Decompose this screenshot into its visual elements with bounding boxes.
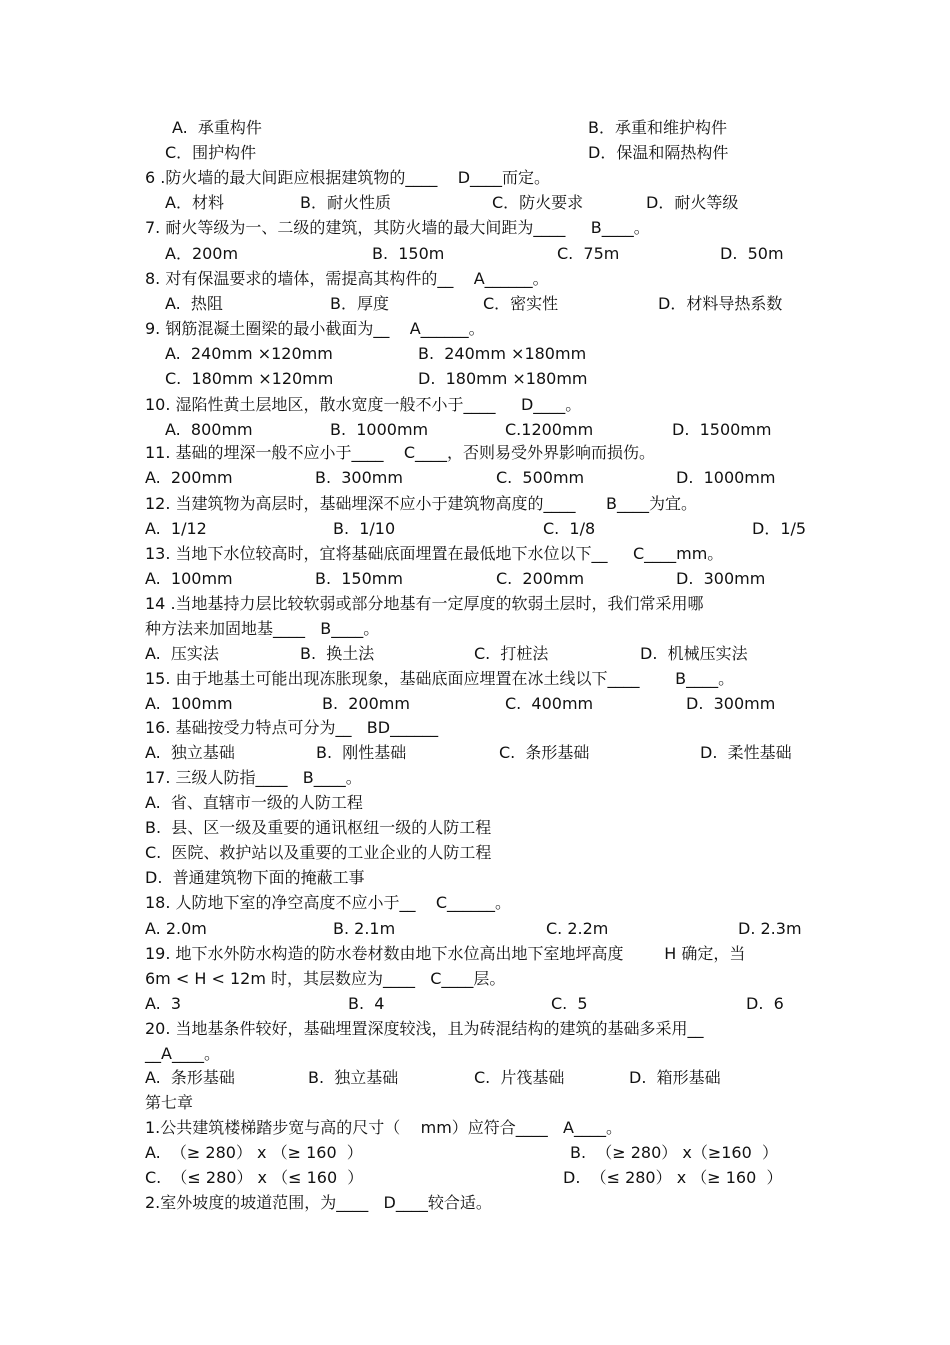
- answer-option: B．承重和维护构件: [588, 118, 727, 137]
- answer-option: C. 500mm: [496, 468, 585, 487]
- text-line: 16. 基础按受力特点可分为__ BD______: [145, 718, 439, 737]
- answer-option: B. 200mm: [322, 694, 410, 713]
- answer-option: D．1/5: [752, 519, 807, 538]
- answer-option: A. 800mm: [165, 420, 253, 439]
- text-line: 6m < H < 12m 时，其层数应为____ C____层。: [145, 969, 506, 988]
- answer-option: B. 独立基础: [308, 1068, 399, 1087]
- answer-option: B. 刚性基础: [316, 743, 407, 762]
- answer-option: D. 1000mm: [676, 468, 776, 487]
- text-line: 13. 当地下水位较高时，宜将基础底面埋置在最低地下水位以下__ C____mm。: [145, 544, 724, 563]
- answer-option: C. 180mm ×120mm: [165, 369, 334, 388]
- answer-option: C．围护构件: [165, 143, 257, 162]
- answer-option: D. 180mm ×180mm: [418, 369, 588, 388]
- answer-option: B．耐火性质: [300, 193, 391, 212]
- answer-option: A．材料: [165, 193, 224, 212]
- answer-option: D. 2.3m: [738, 919, 802, 938]
- answer-option: D. 300mm: [676, 569, 766, 588]
- text-line: 6 .防火墙的最大间距应根据建筑物的____ D____而定。: [145, 168, 551, 187]
- text-line: 19. 地下水外防水构造的防水卷材数由地下水位高出地下室地坪高度 H 确定，当: [145, 944, 746, 963]
- text-line: 种方法来加固地基____ B____。: [145, 619, 380, 638]
- text-line: 7. 耐火等级为一、二级的建筑，其防火墙的最大间距为____ B____。: [145, 218, 650, 237]
- answer-option: D. 300mm: [686, 694, 776, 713]
- answer-option: C．防火要求: [492, 193, 584, 212]
- text-line: 9. 钢筋混凝土圈梁的最小截面为__ A______。: [145, 319, 485, 338]
- answer-option: A. 压实法: [145, 644, 219, 663]
- answer-option: A. 条形基础: [145, 1068, 235, 1087]
- answer-option: C. 1/8: [543, 519, 596, 538]
- answer-option: C. 200mm: [496, 569, 585, 588]
- answer-option: B. 1000mm: [330, 420, 429, 439]
- text-line: C. 医院、救护站以及重要的工业企业的人防工程: [145, 843, 492, 862]
- answer-option: C.1200mm: [505, 420, 594, 439]
- answer-option: C．密实性: [483, 294, 559, 313]
- answer-option: A. 2.0m: [145, 919, 207, 938]
- text-line: 1.公共建筑楼梯踏步宽与高的尺寸（ mm）应符合____ A____。: [145, 1118, 622, 1137]
- answer-option: C. （≤ 280） x （≤ 160 ）: [145, 1168, 364, 1187]
- answer-option: B. 2.1m: [333, 919, 396, 938]
- answer-option: A. 200mm: [145, 468, 233, 487]
- answer-option: C. 2.2m: [546, 919, 609, 938]
- answer-option: A. 100mm: [145, 569, 233, 588]
- text-line: 15. 由于地基土可能出现冻胀现象，基础底面应埋置在冰土线以下____ B____。: [145, 669, 735, 688]
- text-line: 11. 基础的埋深一般不应小于____ C____，否则易受外界影响而损伤。: [145, 443, 656, 462]
- answer-option: D. （≤ 280） x （≥ 160 ）: [563, 1168, 783, 1187]
- answer-option: A. 1/12: [145, 519, 207, 538]
- text-line: B. 县、区一级及重要的通讯枢纽一级的人防工程: [145, 818, 492, 837]
- text-line: 10. 湿陷性黄土层地区，散水宽度一般不小于____ D____。: [145, 395, 582, 414]
- answer-option: C. 400mm: [505, 694, 594, 713]
- answer-option: B. 4: [348, 994, 385, 1013]
- answer-option: B. 300mm: [315, 468, 403, 487]
- answer-option: A. 热阻: [165, 294, 223, 313]
- answer-option: B. 150m: [372, 244, 445, 263]
- answer-option: C. 片筏基础: [474, 1068, 565, 1087]
- answer-option: B. （≥ 280） x（≥160 ）: [570, 1143, 778, 1162]
- text-line: 14 .当地基持力层比较软弱或部分地基有一定厚度的软弱土层时，我们常采用哪: [145, 594, 704, 613]
- answer-option: A. 100mm: [145, 694, 233, 713]
- text-line: 18. 人防地下室的净空高度不应小于__ C______。: [145, 893, 512, 912]
- answer-option: A. 独立基础: [145, 743, 235, 762]
- text-line: 20. 当地基条件较好，基础埋置深度较浅，且为砖混结构的建筑的基础多采用__: [145, 1019, 704, 1038]
- answer-option: D. 柔性基础: [700, 743, 792, 762]
- answer-option: D. 1500mm: [672, 420, 772, 439]
- text-line: __A____。: [145, 1044, 220, 1063]
- answer-option: D. 6: [746, 994, 784, 1013]
- answer-option: D．保温和隔热构件: [588, 143, 729, 162]
- text-line: D. 普通建筑物下面的掩蔽工事: [145, 868, 365, 887]
- text-line: 12. 当建筑物为高层时，基础埋深不应小于建筑物高度的____ B____为宜。: [145, 494, 698, 513]
- answer-option: B. 150mm: [315, 569, 403, 588]
- answer-option: C. 条形基础: [499, 743, 590, 762]
- text-line: 2.室外坡度的坡道范围，为____ D____较合适。: [145, 1193, 492, 1212]
- answer-option: B．厚度: [330, 294, 389, 313]
- text-line: A. 省、直辖市一级的人防工程: [145, 793, 363, 812]
- answer-option: D．材料导热系数: [658, 294, 783, 313]
- answer-option: C. 5: [551, 994, 588, 1013]
- answer-option: D. 机械压实法: [640, 644, 748, 663]
- answer-option: B. 1/10: [333, 519, 396, 538]
- text-line: 第七章: [145, 1093, 194, 1112]
- answer-option: C. 75m: [557, 244, 620, 263]
- answer-option: D．耐火等级: [646, 193, 739, 212]
- text-line: 17. 三级人防指____ B____。: [145, 768, 362, 787]
- answer-option: C. 打桩法: [474, 644, 549, 663]
- answer-option: B. 换土法: [300, 644, 375, 663]
- answer-option: D. 箱形基础: [629, 1068, 721, 1087]
- answer-option: A. 240mm ×120mm: [165, 344, 333, 363]
- answer-option: A. （≥ 280） x （≥ 160 ）: [145, 1143, 363, 1162]
- answer-option: B. 240mm ×180mm: [418, 344, 587, 363]
- answer-option: A. 3: [145, 994, 182, 1013]
- answer-option: D. 50m: [720, 244, 784, 263]
- answer-option: A. 承重构件: [172, 118, 262, 137]
- text-line: 8. 对有保温要求的墙体，需提高其构件的__ A______。: [145, 269, 549, 288]
- answer-option: A．200m: [165, 244, 239, 263]
